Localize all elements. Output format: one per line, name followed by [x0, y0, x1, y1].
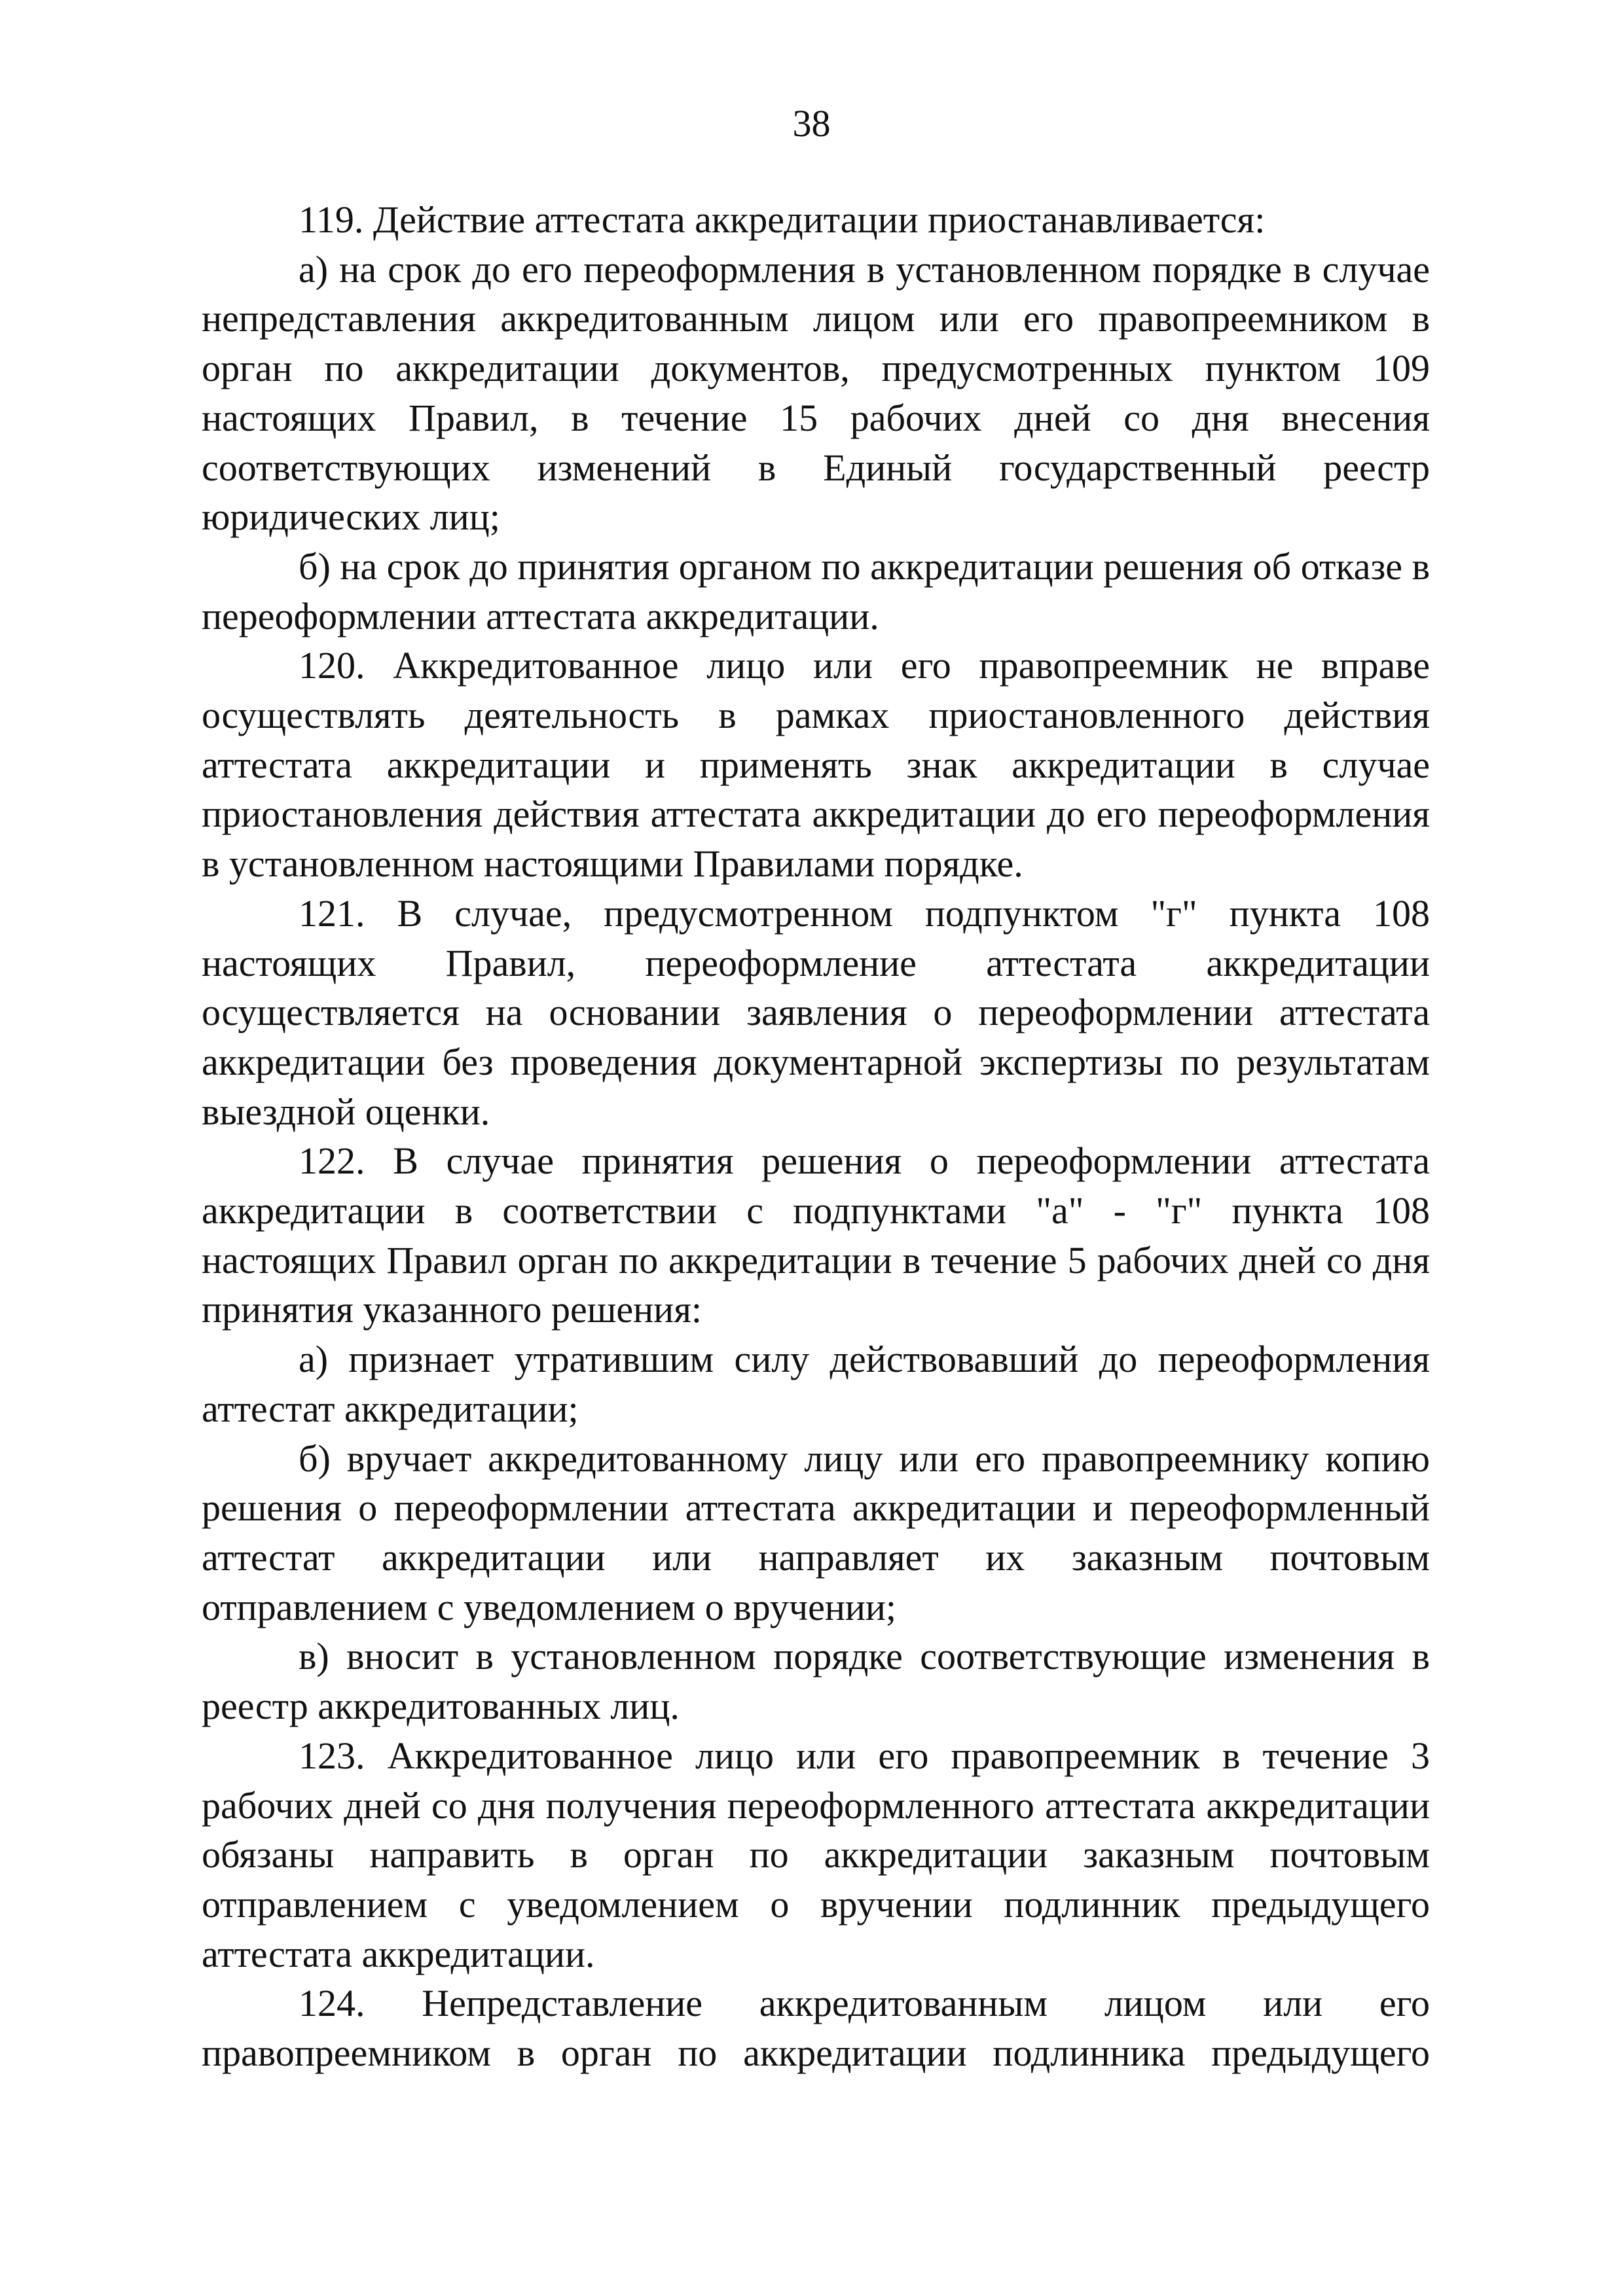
page-number: 38 [792, 102, 831, 145]
paragraph-122-b: б) вручает аккредитованному лицу или его правопреемнику копию решения о переоформлении аттестата аккредитации и переоформленный аттестат аккредитации или направляет их заказным почтовым отправлением с уведомлением о вручении; [202, 1437, 1430, 1628]
paragraph-119-b: б) на срок до принятия органом по аккредитации решения об отказе в переоформлении аттестата аккредитации. [202, 545, 1430, 637]
paragraph-119: 119. Действие аттестата аккредитации приостанавливается: [299, 198, 1266, 241]
paragraph-122-a: а) признает утратившим силу действовавший до переоформления аттестат аккредитации; [202, 1338, 1430, 1430]
paragraph-119-a: а) на срок до его переоформления в установленном порядке в случае непредставления аккредитованным лицом или его правопреемником в орган по аккредитации документов, предусмотренных пунктом 109 настоящих Правил, в течение 15 рабочих дней со дня внесения соответствующих изменений в Единый государственный реестр юридических лиц; [202, 247, 1430, 539]
paragraph-122: 122. В случае принятия решения о переоформлении аттестата аккредитации в соответствии с подпунктами "а" - "г" пункта 108 настоящих Правил орган по аккредитации в течение 5 рабочих дней со дня принятия указанного решения: [202, 1139, 1430, 1331]
paragraph-124: 124. Непредставление аккредитованным лицом или его правопреемником в орган по аккредитации подлинника предыдущего [202, 1982, 1430, 2075]
document-body [202, 195, 1430, 2078]
paragraph-120: 120. Аккредитованное лицо или его правопреемник не вправе осуществлять деятельность в рамках приостановленного действия аттестата аккредитации и применять знак аккредитации в случае приостановления действия аттестата аккредитации до его переоформления в установленном настоящими Правилами порядке. [202, 644, 1430, 886]
paragraph-122-v: в) вносит в установленном порядке соответствующие изменения в реестр аккредитованных лиц. [202, 1635, 1430, 1728]
paragraph-123: 123. Аккредитованное лицо или его правопреемник в течение 3 рабочих дней со дня получения переоформленного аттестата аккредитации обязаны направить в орган по аккредитации заказным почтовым отправлением с уведомлением о вручении подлинник предыдущего аттестата аккредитации. [202, 1734, 1430, 1975]
paragraph-121: 121. В случае, предусмотренном подпунктом "г" пункта 108 настоящих Правил, переоформление аттестата аккредитации осуществляется на основании заявления о переоформлении аттестата аккредитации без проведения документарной экспертизы по результатам выездной оценки. [202, 891, 1430, 1133]
